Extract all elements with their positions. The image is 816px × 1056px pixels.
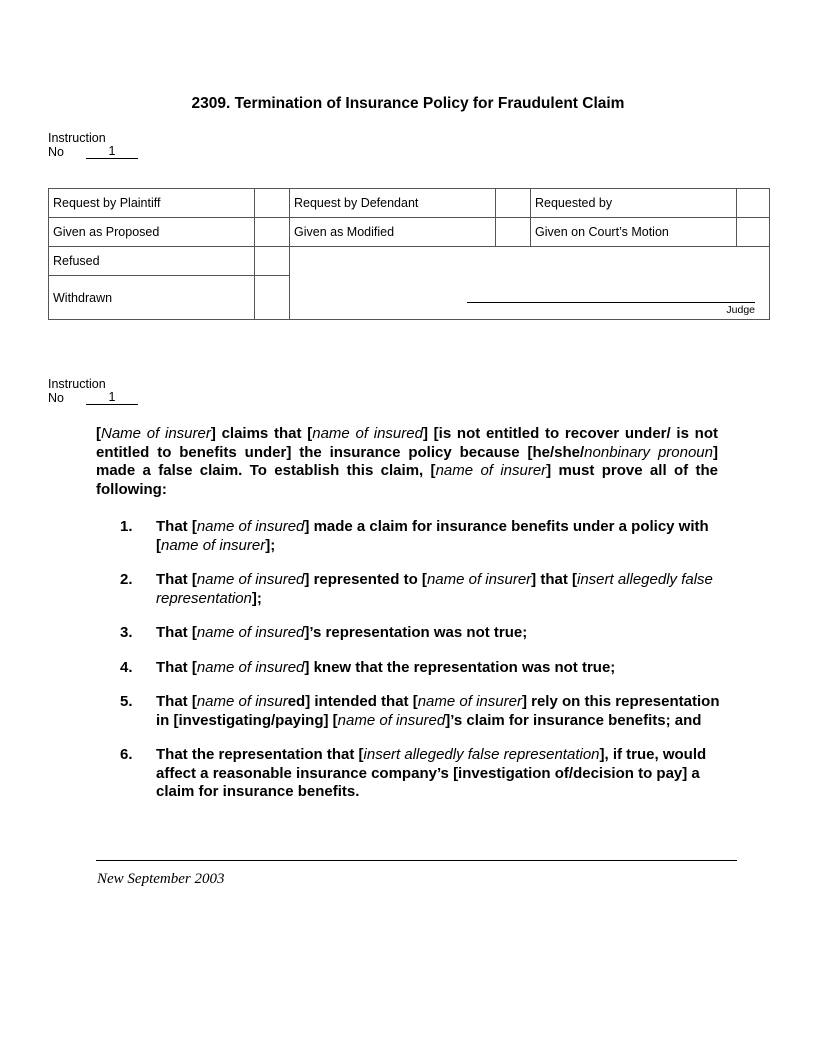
item-text: That [name of insured] represented to [name of insurer] that [insert allegedly false representation]; [156,571,713,607]
item-number: 1. [120,518,133,535]
item-text: That [name of insured] knew that the representation was not true; [156,658,616,676]
judge-label: Judge [726,304,755,316]
refused-checkbox[interactable] [255,247,290,276]
instruction-label: Instruction [48,377,106,391]
item-number: 6. [120,746,133,763]
elements-list [120,518,720,818]
given-as-modified-checkbox[interactable] [496,218,531,247]
instruction-no-value: 1 [86,391,138,405]
item-text: That [name of insured]’s representation was not true; [156,624,528,641]
instruction-number-block-2 [48,377,138,405]
intro-text: ] [is not entitled to recover under/ is not entitled to benefits under] the insurance policy because [he/she/ [96,425,718,461]
intro-text: ] claims that [ [210,425,313,442]
request-table [48,188,770,320]
footer-note: New September 2003 [97,871,225,887]
given-as-proposed-label: Given as Proposed [49,218,255,247]
list-item [120,571,720,608]
intro-text: ] must prove all of the following: [96,462,718,498]
item-text: That [name of insured] intended that [name of insurer] rely on this representation in [investigating/paying] [name of insured]’s claim for insurance benefits; and [156,693,720,729]
intro-placeholder: name of insured [312,425,423,442]
given-on-courts-motion-label: Given on Court’s Motion [531,218,737,247]
intro-text: ] made a false claim. To establish this claim, [ [96,443,718,479]
page-title: 2309. Termination of Insurance Policy for Fraudulent Claim [191,95,625,112]
list-item [120,518,720,555]
list-item [120,624,720,643]
list-item [120,746,720,802]
item-text: That the representation that [insert allegedly false representation], if true, would affect a reasonable insurance company’s [investigation of/decision to pay] a claim for insurance benefits. [156,746,707,800]
instruction-number-block [48,131,138,159]
requested-by-label: Requested by [531,189,737,218]
given-as-modified-label: Given as Modified [290,218,496,247]
given-as-proposed-checkbox[interactable] [255,218,290,247]
judge-signature-line[interactable] [467,302,755,303]
item-number: 4. [120,658,133,676]
instruction-label: Instruction [48,131,106,145]
intro-placeholder: nonbinary pronoun [584,443,713,461]
instruction-no-label: No [48,145,64,159]
intro-text: [ [96,425,101,442]
request-by-plaintiff-label: Request by Plaintiff [49,189,255,218]
footer-divider [96,860,737,861]
item-number: 3. [120,624,133,641]
item-number: 5. [120,693,133,710]
instruction-no-label: No [48,391,64,405]
request-by-defendant-checkbox[interactable] [496,189,531,218]
intro-placeholder: name of insurer [435,462,547,479]
judge-signature-area [290,247,770,320]
withdrawn-checkbox[interactable] [255,276,290,320]
request-by-plaintiff-checkbox[interactable] [255,189,290,218]
intro-placeholder: Name of insurer [101,425,211,442]
item-number: 2. [120,571,133,588]
instruction-no-value: 1 [86,145,138,159]
list-item [120,659,720,678]
item-text: That [name of insured] made a claim for insurance benefits under a policy with [name of insurer]; [156,518,709,554]
list-item [120,693,720,730]
withdrawn-label: Withdrawn [49,276,255,320]
instruction-intro-paragraph [96,425,718,499]
request-by-defendant-label: Request by Defendant [290,189,496,218]
given-on-courts-motion-checkbox[interactable] [737,218,770,247]
refused-label: Refused [49,247,255,276]
requested-by-checkbox[interactable] [737,189,770,218]
